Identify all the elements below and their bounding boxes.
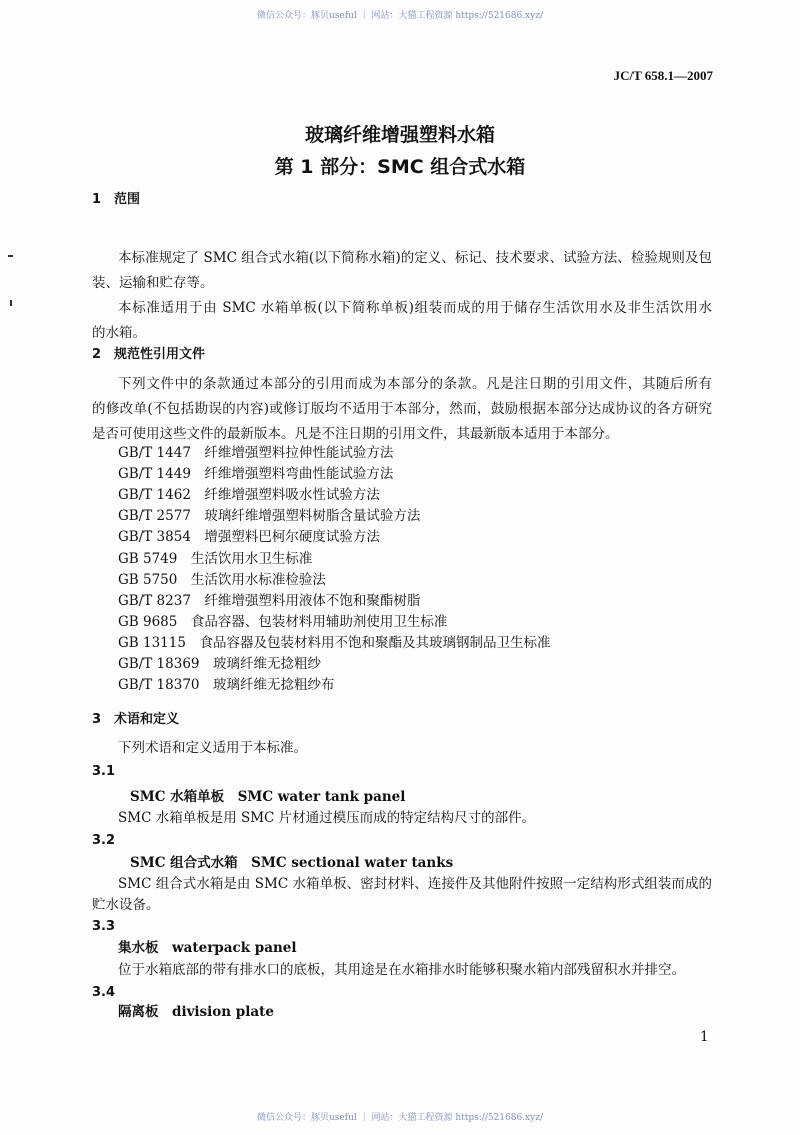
term-number: 3.1 <box>92 764 116 779</box>
paragraph-line: 下列术语和定义适用于本标准。 <box>118 740 307 756</box>
section-3-heading: 3 术语和定义 <box>92 712 180 727</box>
term-definition: 贮水设备。 <box>92 897 160 913</box>
reference-item: GB 9685 食品容器、包装材料用辅助剂使用卫生标准 <box>118 613 448 630</box>
title-line-1: 玻璃纤维增强塑料水箱 <box>304 124 495 146</box>
term-definition: SMC 组合式水箱是由 SMC 水箱单板、密封材料、连接件及其他附件按照一定结构形式组装而成的 <box>118 876 712 892</box>
reference-item: GB/T 3854 增强塑料巴柯尔硬度试验方法 <box>118 529 380 546</box>
reference-item: GB/T 2577 玻璃纤维增强塑料树脂含量试验方法 <box>118 508 421 525</box>
term-heading: SMC 组合式水箱 SMC sectional water tanks <box>130 855 454 871</box>
paragraph-line: 本标准适用于由 SMC 水箱单板(以下简称单板)组装而成的用于储存生活饮用水及非生活饮用水 <box>118 300 712 316</box>
reference-item: GB/T 18369 玻璃纤维无捻粗纱 <box>118 656 321 672</box>
reference-item: GB/T 1462 纤维增强塑料吸水性试验方法 <box>118 487 380 504</box>
scan-mark <box>8 255 13 257</box>
page-number: 1 <box>700 1029 709 1045</box>
title-line-2: 第 1 部分：SMC 组合式水箱 <box>274 156 526 178</box>
paragraph-line: 装、运输和贮存等。 <box>92 275 214 291</box>
reference-item: GB/T 18370 玻璃纤维无捻粗纱布 <box>118 677 335 694</box>
paragraph-line: 的修改单(不包括勘误的内容)或修订版均不适用于本部分，然而，鼓励根据本部分达成协议的各方研究 <box>92 401 712 417</box>
term-number: 3.3 <box>92 919 116 934</box>
reference-item: GB/T 8237 纤维增强塑料用液体不饱和聚酯树脂 <box>118 592 421 609</box>
reference-item: GB/T 1449 纤维增强塑料弯曲性能试验方法 <box>118 466 394 483</box>
reference-item: GB 5750 生活饮用水标准检验法 <box>118 571 326 588</box>
term-heading: SMC 水箱单板 SMC water tank panel <box>130 789 406 805</box>
scan-mark <box>10 300 12 306</box>
standard-code: JC/T 658.1—2007 <box>613 68 713 83</box>
paragraph-line: 下列文件中的条款通过本部分的引用而成为本部分的条款。凡是注日期的引用文件，其随后所有 <box>118 376 712 392</box>
term-heading: 集水板 waterpack panel <box>118 940 297 956</box>
reference-item: GB 13115 食品容器及包装材料用不饱和聚酯及其玻璃钢制品卫生标准 <box>118 634 551 651</box>
watermark-top: 微信公众号：豚贝useful ｜ 网站：大猫工程资源 https://521686.xyz/ <box>257 11 543 21</box>
section-2-heading: 2 规范性引用文件 <box>92 347 206 362</box>
watermark-bottom: 微信公众号：豚贝useful ｜ 网站：大猫工程资源 https://521686.xyz/ <box>257 1113 543 1123</box>
reference-item: GB 5749 生活饮用水卫生标准 <box>118 550 313 567</box>
term-definition: SMC 水箱单板是用 SMC 片材通过模压而成的特定结构尺寸的部件。 <box>118 810 536 826</box>
term-number: 3.2 <box>92 833 116 848</box>
paragraph-line: 是否可使用这些文件的最新版本。凡是不注日期的引用文件，其最新版本适用于本部分。 <box>92 426 619 442</box>
paragraph-line: 的水箱。 <box>92 325 146 341</box>
reference-item: GB/T 1447 纤维增强塑料拉伸性能试验方法 <box>118 445 394 461</box>
paragraph-line: 本标准规定了 SMC 组合式水箱(以下简称水箱)的定义、标记、技术要求、试验方法、检验规则及包 <box>118 250 712 266</box>
term-definition: 位于水箱底部的带有排水口的底板，其用途是在水箱排水时能够积聚水箱内部残留积水并排空。 <box>118 962 685 978</box>
term-number: 3.4 <box>92 985 116 1000</box>
term-heading: 隔离板 division plate <box>118 1004 274 1020</box>
section-1-heading: 1 范围 <box>92 192 141 207</box>
